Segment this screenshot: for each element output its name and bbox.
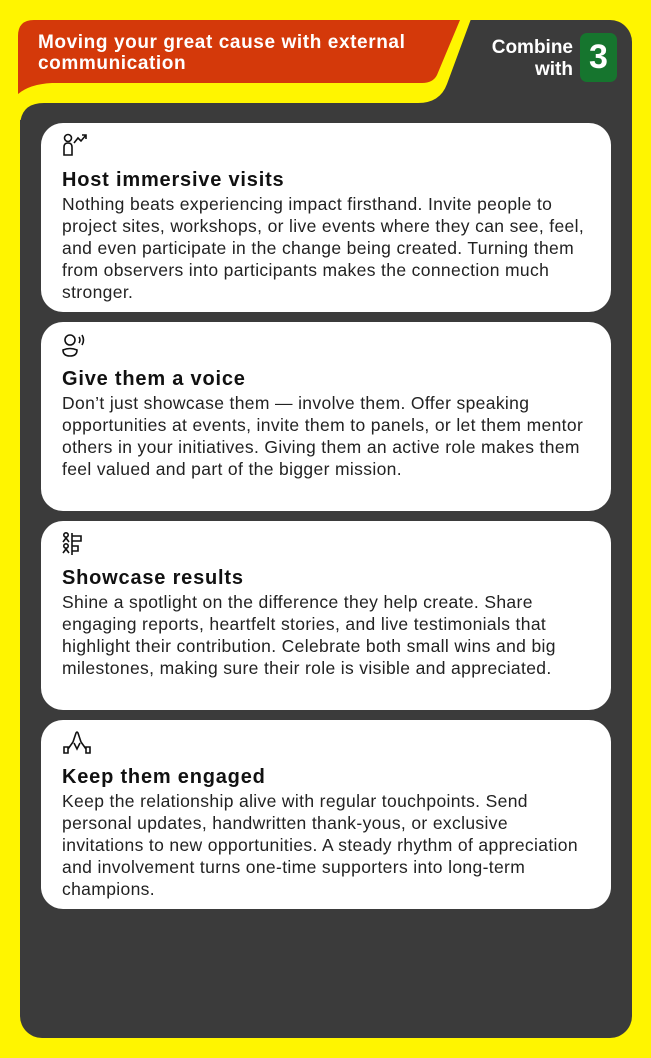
header-title: Moving your great cause with external communication [38,32,406,74]
card-body: Shine a spotlight on the difference they help create. Share engaging reports, heartfelt stories, and live testimonials that highlight their contribution. Celebrate both small wins and big milestones, making sure their role is visible and appreciated. [62,592,556,678]
card-title: Showcase results [62,567,244,589]
people-results-icon [62,531,92,561]
card-body: Keep the relationship alive with regular touchpoints. Send personal updates, handwritten thank-yous, or exclusive invitations to new opportunities. A steady rhythm of appreciation and involvement turns one-time supporters into long-term champions. [62,791,578,899]
card-host-immersive-visits [41,123,611,312]
combine-number-badge: 3 [580,33,617,82]
combine-label-line2: with [535,59,573,80]
card-showcase-results [41,521,611,710]
praying-hands-icon [62,730,92,760]
card-body: Don’t just showcase them — involve them. Offer speaking opportunities at events, invite them to panels, or let them mentor others in your initiatives. Giving them an active role makes them feel valued and part of the bigger mission. [62,393,584,479]
card-title: Host immersive visits [62,169,285,191]
card-give-them-a-voice [41,322,611,511]
card-keep-them-engaged [41,720,611,909]
combine-label-line1: Combine [491,37,573,58]
combine-label [492,37,573,81]
card-body: Nothing beats experiencing impact firsthand. Invite people to project sites, workshops, or live events where they can see, feel, and even participate in the change being created. Turning them from observers into participants makes the connection much stronger. [62,194,585,302]
person-growth-icon [62,133,92,163]
card-title: Keep them engaged [62,766,266,788]
card-title: Give them a voice [62,368,246,390]
person-speaking-icon [62,332,92,362]
